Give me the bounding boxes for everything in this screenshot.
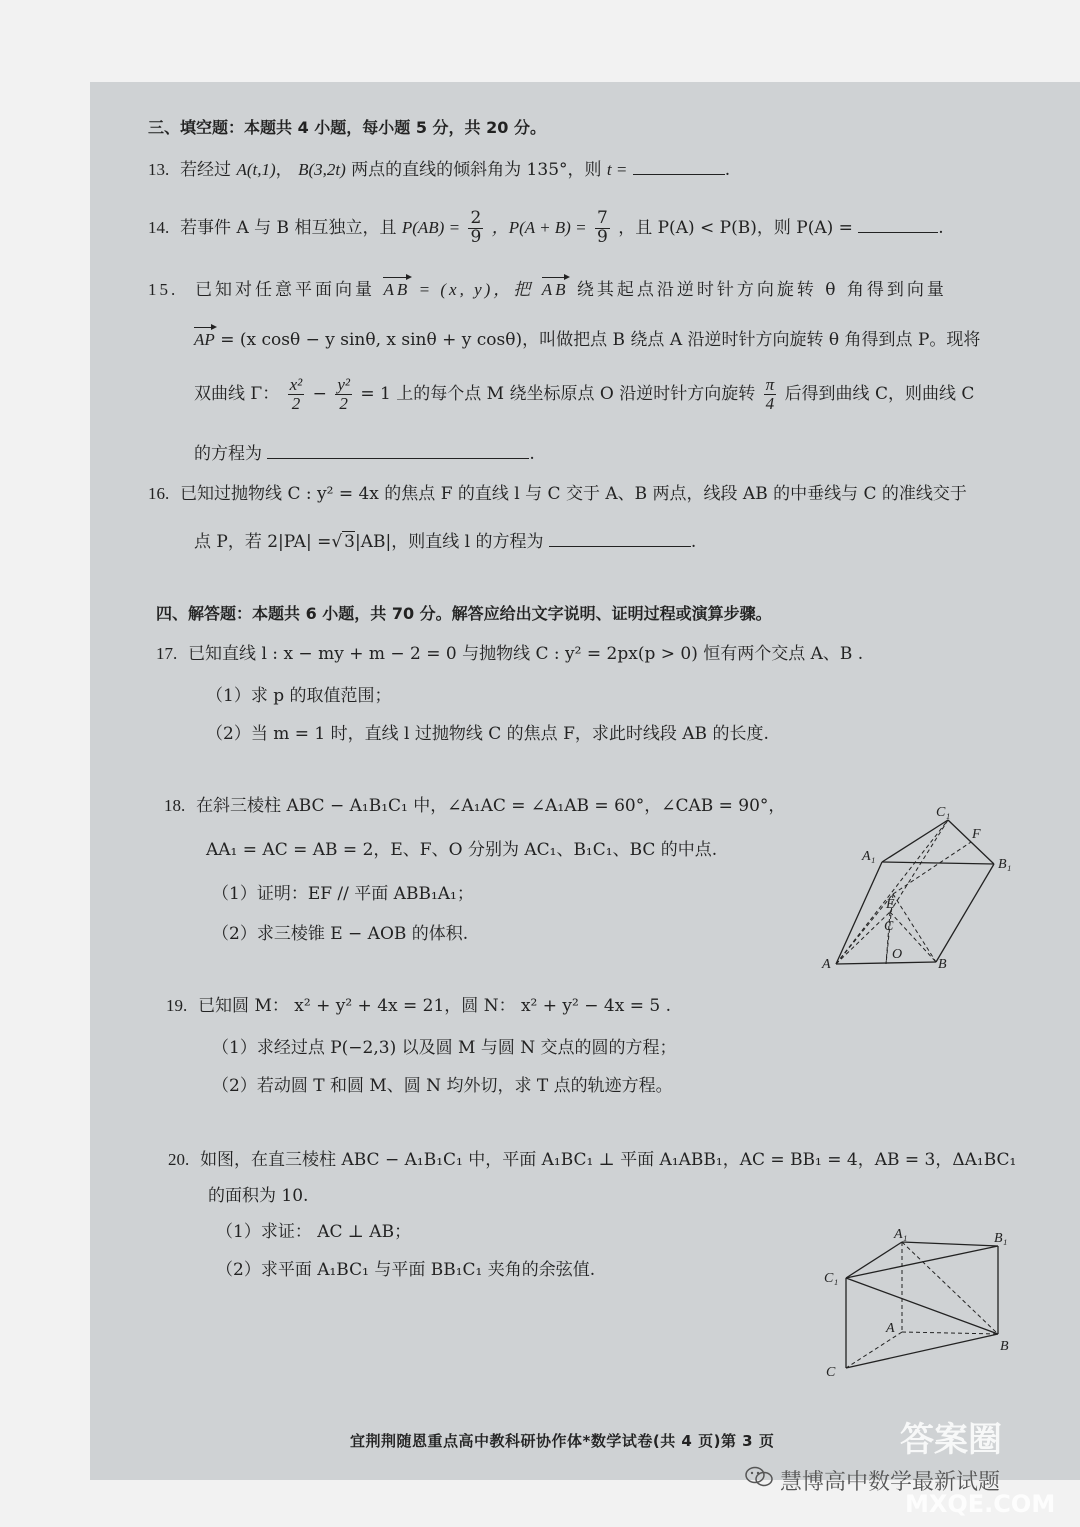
q13-end: . xyxy=(724,160,731,180)
q19-part-1: （1）求经过点 P(−2,3) 以及圆 M 与圆 N 交点的圆的方程； xyxy=(212,1038,677,1058)
q16-end: . xyxy=(690,532,697,552)
q15-fraction-y xyxy=(335,376,352,413)
fig18-label-a: A xyxy=(822,957,831,972)
q14-answer-blank[interactable] xyxy=(858,231,938,233)
question-17 xyxy=(156,644,863,664)
q20-l1: 如图，在直三棱柱 ABC − A₁B₁C₁ 中，平面 A₁BC₁ ⊥ 平面 A₁ABB₁，AC = BB₁ = 4，AB = 3，ΔA₁BC₁ xyxy=(200,1150,1017,1170)
q16-l1: 已知过抛物线 C : y² = 4x 的焦点 F 的直线 l 与 C 交于 A、B 两点，线段 AB 的中垂线与 C 的准线交于 xyxy=(180,484,967,504)
q13-point-a: A(t,1) xyxy=(236,160,276,179)
q15-fraction-pi xyxy=(764,376,777,413)
q13-answer-blank[interactable] xyxy=(633,173,725,175)
q13-point-b: B(3,2t) xyxy=(298,160,346,179)
fig18-label-b: B xyxy=(938,957,947,972)
q17-l1: 已知直线 l : x − my + m − 2 = 0 与抛物线 C : y² = 2px(p > 0) 恒有两个交点 A、B . xyxy=(188,644,864,664)
q14-f1-den: 9 xyxy=(470,226,482,247)
q15-answer-blank[interactable] xyxy=(267,457,529,459)
fig20-label-c1: C₁ xyxy=(824,1271,839,1286)
q15-l1b: = (x, y)，把 xyxy=(418,280,534,299)
q15-fy-num: y² xyxy=(337,375,350,394)
q15-l1a: 已知对任意平面向量 xyxy=(195,280,376,300)
q15-fy-den: 2 xyxy=(339,393,348,413)
fig20-label-a1: A₁ xyxy=(894,1227,908,1242)
q15-l2a: = (x cosθ − y sinθ, x sinθ + y cosθ)，叫做把点 B 绕点 A 沿逆时针方向旋转 θ 角得到点 P。现将 xyxy=(220,330,981,350)
question-18-line-1 xyxy=(164,796,785,816)
q15-fx-num: x² xyxy=(289,375,303,394)
q15-fx-den: 2 xyxy=(291,393,301,413)
q13-sep: ， xyxy=(275,160,293,180)
q20-part-2: （2）求平面 A₁BC₁ 与平面 BB₁C₁ 夹角的余弦值. xyxy=(216,1260,596,1280)
q15-l4a: 的方程为 xyxy=(194,444,262,464)
question-19 xyxy=(166,996,671,1016)
q14-text-b: ，且 P(A) < P(B)，则 P(A) = xyxy=(618,217,853,238)
fig18-label-a1: A₁ xyxy=(862,849,876,864)
q14-end: . xyxy=(938,217,944,238)
q15-vec-ap: AP xyxy=(194,330,215,349)
q15-number: 15. xyxy=(148,280,179,299)
q19-number: 19. xyxy=(166,996,188,1015)
q13-var: t = xyxy=(606,160,628,179)
q15-l3b: = 1 上的每个点 M 绕坐标原点 O 沿逆时针方向旋转 xyxy=(360,383,756,404)
q14-number: 14. xyxy=(148,217,170,237)
q19-l1: 已知圆 M： x² + y² + 4x = 21，圆 N： x² + y² − 4x = 5 . xyxy=(198,996,671,1016)
fig20-label-c: C xyxy=(826,1365,836,1380)
question-15-line-2 xyxy=(194,330,980,350)
q16-l2a: 点 P，若 2|PA| = xyxy=(194,532,332,552)
fig18-label-c1: C₁ xyxy=(936,805,951,820)
page-footer: 宜荆荆随恩重点高中教科研协作体*数学试卷(共 4 页)第 3 页 xyxy=(350,1432,775,1450)
question-16-line-2: 点 P，若 2|PA| =√ 3|AB|，则直线 l 的方程为 . xyxy=(194,532,697,552)
q17-number: 17. xyxy=(156,644,178,663)
q14-fraction-2 xyxy=(595,210,610,247)
question-15-line-3 xyxy=(194,376,974,413)
q20-line-2: 的面积为 10. xyxy=(208,1186,309,1206)
q14-pab: P(AB) = xyxy=(401,217,461,237)
q18-number: 18. xyxy=(164,796,186,815)
q13-number: 13. xyxy=(148,160,170,179)
fig20-label-a: A xyxy=(886,1321,895,1336)
q15-fraction-x xyxy=(288,376,305,413)
q20-number: 20. xyxy=(168,1150,190,1169)
q16-l2b: |AB|，则直线 l 的方程为 xyxy=(355,532,544,552)
q14-f1-num: 2 xyxy=(470,208,482,228)
q15-fpi-num: π xyxy=(765,375,775,394)
question-13 xyxy=(148,160,730,180)
question-16-line-1 xyxy=(148,484,967,504)
q15-vec-ab-2: AB xyxy=(541,280,569,299)
q18-l1: 在斜三棱柱 ABC − A₁B₁C₁ 中，∠A₁AC = ∠A₁AB = 60°，∠CAB = 90°， xyxy=(196,796,786,816)
q20-prism-figure xyxy=(822,1222,1022,1382)
q16-answer-blank[interactable] xyxy=(549,545,691,547)
q15-vec-ab: AB xyxy=(383,280,411,299)
q14-f2-den: 9 xyxy=(596,226,608,247)
q14-f2-num: 7 xyxy=(596,208,608,228)
fig18-label-f: F xyxy=(972,827,981,842)
question-15-line-1 xyxy=(148,280,947,300)
fig20-label-b: B xyxy=(1000,1339,1009,1354)
q14-text-a: 若事件 A 与 B 相互独立，且 xyxy=(180,217,397,238)
q16-sqrt: 3 xyxy=(344,532,355,552)
q15-l3a: 双曲线 Γ： xyxy=(194,383,280,404)
section-4-title: 四、解答题：本题共 6 小题，共 70 分。解答应给出文字说明、证明过程或演算步骤。 xyxy=(156,604,772,623)
q16-number: 16. xyxy=(148,484,170,503)
q19-part-2: （2）若动圆 T 和圆 M、圆 N 均外切，求 T 点的轨迹方程。 xyxy=(212,1076,673,1096)
q18-part-1: （1）证明：EF // 平面 ABB₁A₁； xyxy=(212,884,474,904)
q15-l3c: 后得到曲线 C，则曲线 C xyxy=(784,383,975,404)
fig18-label-e: E xyxy=(886,897,895,912)
q15-end: . xyxy=(529,444,535,464)
section-3-title: 三、填空题：本题共 4 小题，每小题 5 分，共 20 分。 xyxy=(148,118,546,137)
fig18-label-b1: B₁ xyxy=(998,857,1012,872)
fig18-label-c: C xyxy=(884,919,894,934)
q15-minus: − xyxy=(312,383,327,404)
q14-pa-b: ，P(A + B) = xyxy=(491,217,587,237)
q14-fraction-1 xyxy=(468,210,483,247)
fig20-label-b1: B₁ xyxy=(994,1231,1008,1246)
q17-part-1: （1）求 p 的取值范围； xyxy=(206,686,392,706)
q18-prism-figure xyxy=(818,802,1028,974)
fig18-label-o: O xyxy=(892,947,903,962)
q15-l1c: 绕其起点沿逆时针方向旋转 θ 角得到向量 xyxy=(576,280,947,300)
q15-fpi-den: 4 xyxy=(765,393,775,413)
wechat-icon xyxy=(745,1466,773,1488)
watermark-logo-text: 答案圈 xyxy=(900,1420,1002,1460)
q13-text-b: 两点的直线的倾斜角为 135°，则 xyxy=(351,160,602,180)
watermark-account: 慧博高中数学最新试题 xyxy=(780,1470,1001,1495)
q18-part-2: （2）求三棱锥 E − AOB 的体积. xyxy=(212,924,469,944)
question-20-line-1 xyxy=(168,1150,1016,1170)
q17-part-2: （2）当 m = 1 时，直线 l 过抛物线 C 的焦点 F，求此时线段 AB 的长度. xyxy=(206,724,769,744)
q20-part-1: （1）求证： AC ⊥ AB； xyxy=(216,1222,412,1242)
watermark-site: MXQE.COM xyxy=(905,1490,1056,1518)
question-15-line-4 xyxy=(194,444,535,464)
q18-line-2: AA₁ = AC = AB = 2，E、F、O 分别为 AC₁、B₁C₁、BC 的中点. xyxy=(206,840,718,860)
q13-text-a: 若经过 xyxy=(180,160,232,180)
question-14 xyxy=(148,210,944,247)
